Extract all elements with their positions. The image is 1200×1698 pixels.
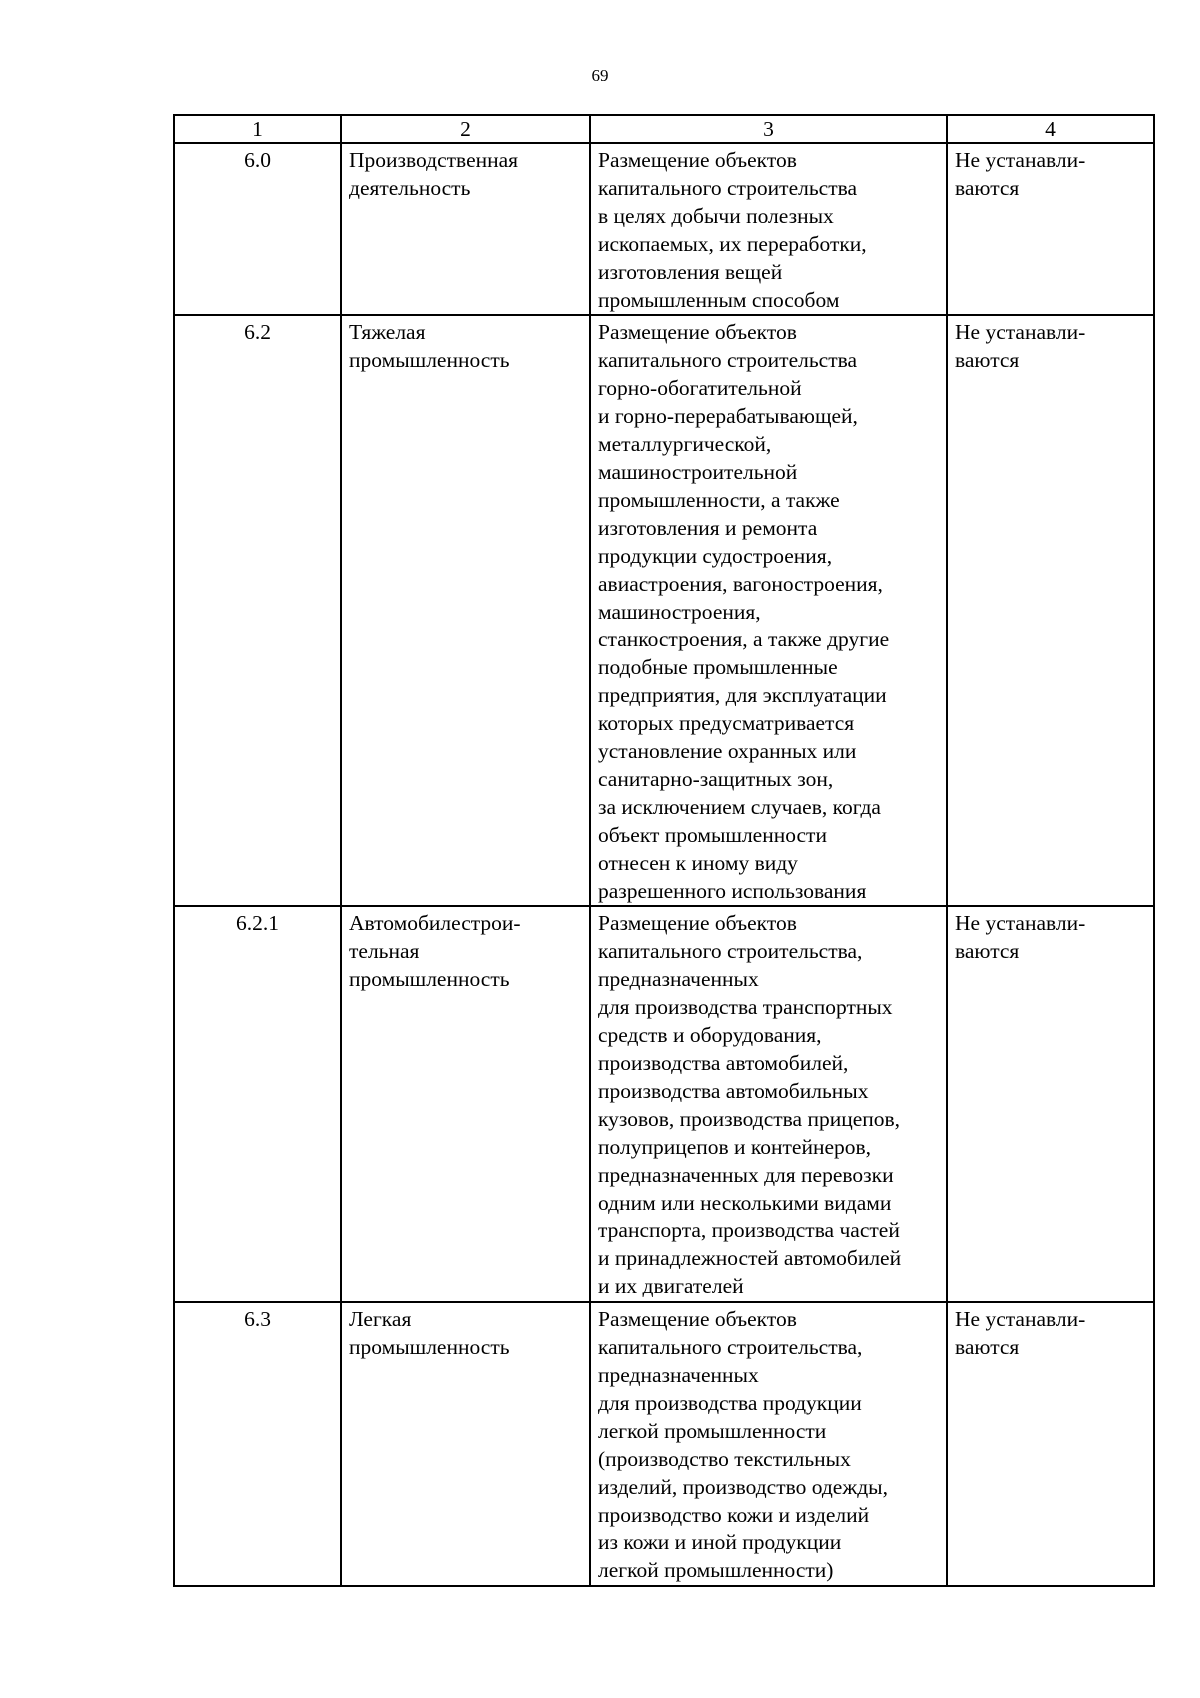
name-line: Автомобилестрои-	[349, 911, 521, 936]
description-line: из кожи и иной продукции	[598, 1530, 842, 1555]
description-line: транспорта, производства частей	[598, 1218, 900, 1243]
name-cell	[341, 1302, 590, 1586]
header-cell: 1	[174, 115, 341, 143]
description-line: для производства продукции	[598, 1390, 862, 1415]
table-header-row	[174, 115, 1154, 143]
table-row	[174, 1302, 1154, 1586]
name-line: Легкая	[349, 1307, 412, 1332]
description-line: установление охранных или	[598, 739, 857, 764]
description-line: для производства транспортных	[598, 995, 893, 1020]
description-line: (производство текстильных	[598, 1446, 851, 1471]
name-line: Производственная	[349, 148, 519, 172]
description-line: за исключением случаев, когда	[598, 794, 881, 819]
name-line: промышленность	[349, 1335, 510, 1360]
params-line: Не устанавли-	[955, 148, 1086, 172]
params-cell	[947, 315, 1154, 906]
land-use-table	[173, 114, 1155, 1587]
description-line: средств и оборудования,	[598, 1023, 822, 1048]
description-line: в целях добычи полезных	[598, 203, 834, 228]
description-line: предназначенных	[598, 967, 759, 992]
table-row	[174, 143, 1154, 315]
header-cell: 4	[947, 115, 1154, 143]
description-line: предназначенных для перевозки	[598, 1162, 894, 1187]
params-line: Не устанавли-	[955, 911, 1086, 936]
description-line: объект промышленности	[598, 822, 827, 847]
description-line: легкой промышленности)	[598, 1558, 834, 1583]
description-line: кузовов, производства прицепов,	[598, 1106, 901, 1131]
description-line: Размещение объектов	[598, 320, 797, 345]
params-cell	[947, 906, 1154, 1302]
description-line: Размещение объектов	[598, 148, 797, 172]
code-cell: 6.2	[174, 315, 341, 906]
description-line: продукции судостроения,	[598, 543, 833, 568]
description-line: изготовления вещей	[598, 259, 783, 284]
description-line: разрешенного использования	[598, 878, 867, 903]
description-line: металлургической,	[598, 432, 772, 457]
description-line: изделий, производство одежды,	[598, 1474, 888, 1499]
description-cell	[590, 143, 947, 315]
description-line: предприятия, для эксплуатации	[598, 683, 887, 708]
description-line: санитарно-защитных зон,	[598, 766, 834, 791]
code-cell: 6.0	[174, 143, 341, 315]
name-cell	[341, 906, 590, 1302]
params-cell	[947, 143, 1154, 315]
name-cell	[341, 143, 590, 315]
page-number: 69	[591, 66, 609, 85]
params-line: Не устанавли-	[955, 320, 1086, 345]
code-cell: 6.3	[174, 1302, 341, 1586]
name-cell	[341, 315, 590, 906]
table-row	[174, 315, 1154, 906]
description-line: подобные промышленные	[598, 655, 838, 680]
params-line: ваются	[955, 348, 1020, 373]
description-line: горно-обогатительной	[598, 376, 802, 401]
description-line: капитального строительства	[598, 175, 858, 200]
header-cell: 3	[590, 115, 947, 143]
description-line: промышленности, а также	[598, 487, 840, 512]
description-line: производства автомобильных	[598, 1078, 869, 1103]
code-cell: 6.2.1	[174, 906, 341, 1302]
description-line: Размещение объектов	[598, 1307, 797, 1332]
params-line: ваются	[955, 1335, 1020, 1360]
description-line: машиностроения,	[598, 599, 761, 624]
name-line: промышленность	[349, 348, 510, 373]
description-line: одним или несколькими видами	[598, 1190, 892, 1215]
description-line: капитального строительства,	[598, 1335, 863, 1360]
description-line: станкостроения, а также другие	[598, 627, 890, 652]
description-line: машиностроительной	[598, 459, 798, 484]
name-line: Тяжелая	[349, 320, 426, 345]
description-line: полуприцепов и контейнеров,	[598, 1134, 872, 1159]
params-line: Не устанавли-	[955, 1307, 1086, 1332]
description-line: производства автомобилей,	[598, 1051, 849, 1075]
name-line: деятельность	[349, 175, 471, 200]
description-line: авиастроения, вагоностроения,	[598, 571, 883, 596]
description-line: изготовления и ремонта	[598, 515, 818, 540]
description-cell	[590, 906, 947, 1302]
description-line: которых предусматривается	[598, 711, 855, 736]
description-line: и принадлежностей автомобилей	[598, 1246, 902, 1271]
name-line: тельная	[349, 939, 420, 964]
description-cell	[590, 315, 947, 906]
description-line: капитального строительства	[598, 348, 858, 373]
header-cell: 2	[341, 115, 590, 143]
description-line: легкой промышленности	[598, 1418, 827, 1443]
params-line: ваются	[955, 939, 1020, 964]
description-line: Размещение объектов	[598, 911, 797, 936]
description-cell	[590, 1302, 947, 1586]
params-line: ваются	[955, 175, 1020, 200]
description-line: и их двигателей	[598, 1274, 744, 1299]
description-line: ископаемых, их переработки,	[598, 231, 867, 256]
description-line: промышленным способом	[598, 287, 840, 312]
params-cell	[947, 1302, 1154, 1586]
description-line: производство кожи и изделий	[598, 1502, 870, 1527]
table-row	[174, 906, 1154, 1302]
table-body	[174, 143, 1154, 1586]
description-line: предназначенных	[598, 1362, 759, 1387]
description-line: отнесен к иному виду	[598, 850, 798, 875]
name-line: промышленность	[349, 967, 510, 992]
description-line: капитального строительства,	[598, 939, 863, 964]
description-line: и горно-перерабатывающей,	[598, 404, 858, 429]
